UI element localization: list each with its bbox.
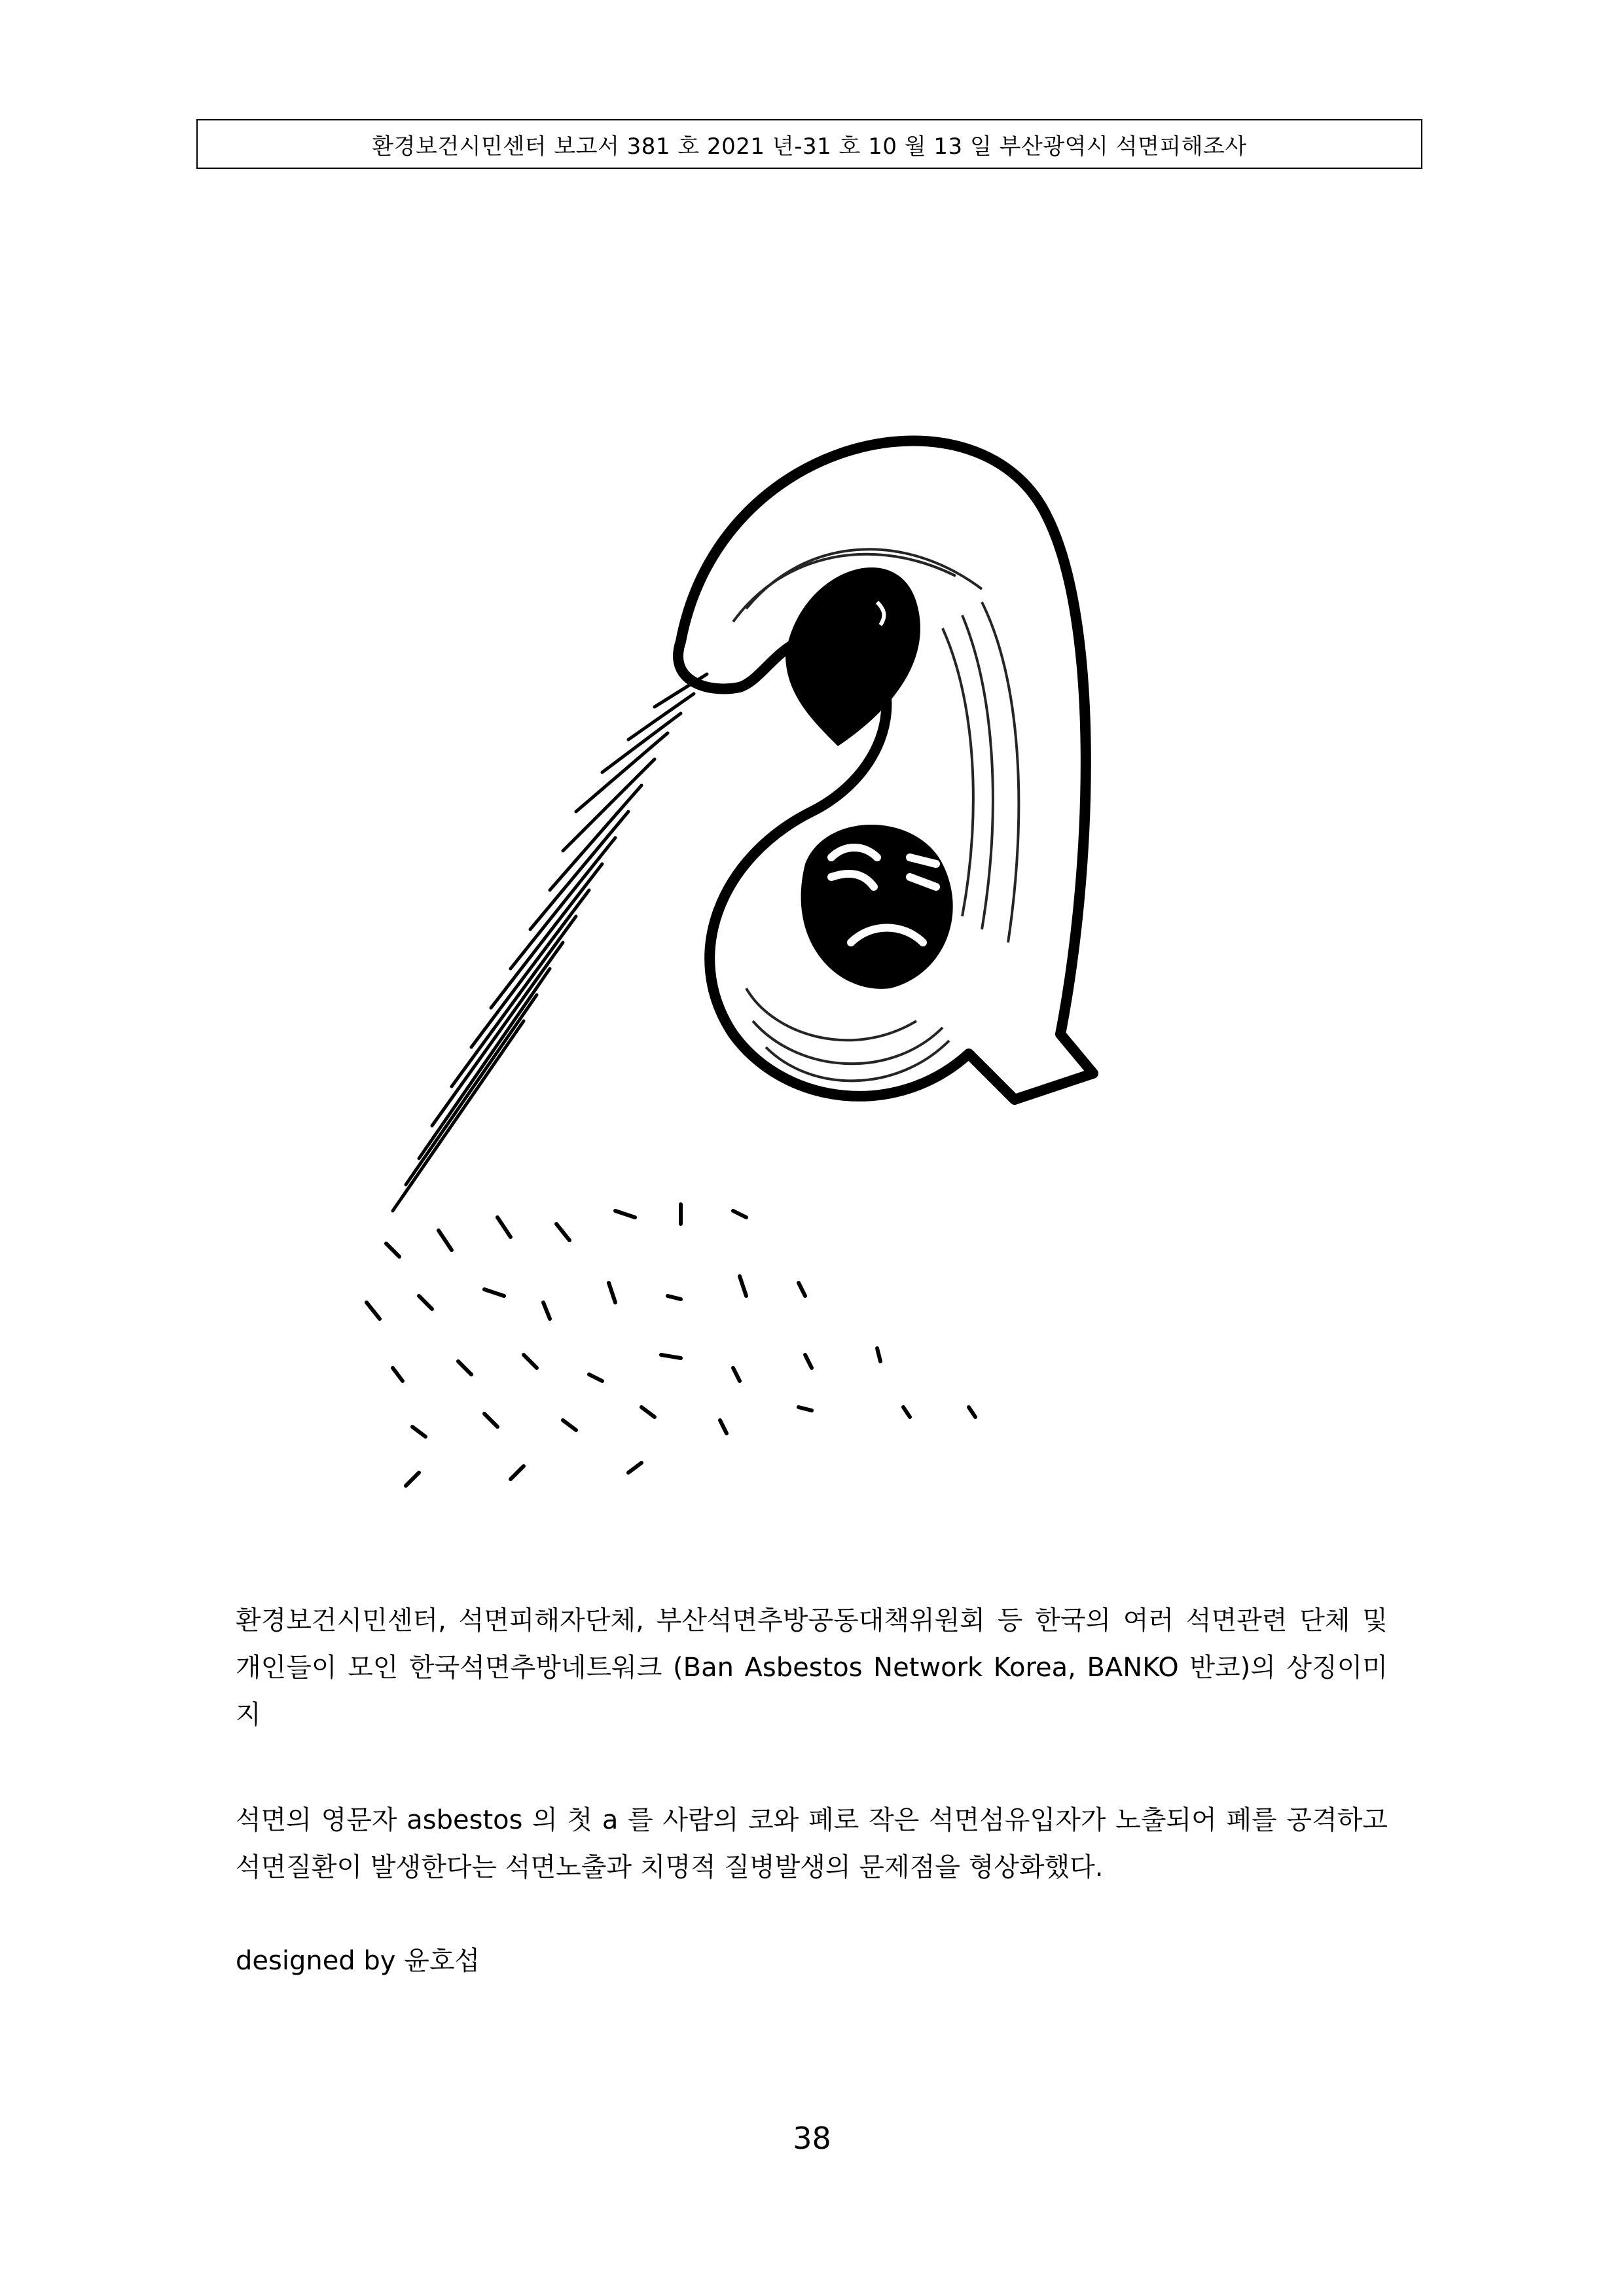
symbol-meaning	[236, 1797, 1388, 1891]
report-header	[196, 119, 1422, 169]
meaning-paragraph: 석면의 영문자 asbestos 의 첫 a 를 사람의 코와 폐로 작은 석면섬유입자가 노출되어 폐를 공격하고 석면질환이 발생한다는 석면노출과 치명적 질병발생의 문제점을 형상화했다.	[236, 1805, 1388, 1882]
asbestos-symbol-illustration	[288, 406, 1139, 1532]
description-paragraph: 환경보건시민센터, 석면피해자단체, 부산석면추방공동대책위원회 등 한국의 여러 석면관련 단체 및 개인들이 모인 한국석면추방네트워크 (Ban Asbestos Network Korea, BANKO 반코)의 상징이미지	[236, 1605, 1388, 1730]
symbol-description	[236, 1597, 1388, 1738]
asbestos-nose-lung-icon	[288, 406, 1139, 1532]
page-number: 38	[793, 2121, 831, 2156]
designer-credit	[236, 1937, 1388, 1984]
credit-text: designed by 윤호섭	[236, 1946, 480, 1976]
report-header-text: 환경보건시민센터 보고서 381 호 2021 년-31 호 10 월 13 일 부산광역시 석면피해조사	[372, 133, 1247, 160]
